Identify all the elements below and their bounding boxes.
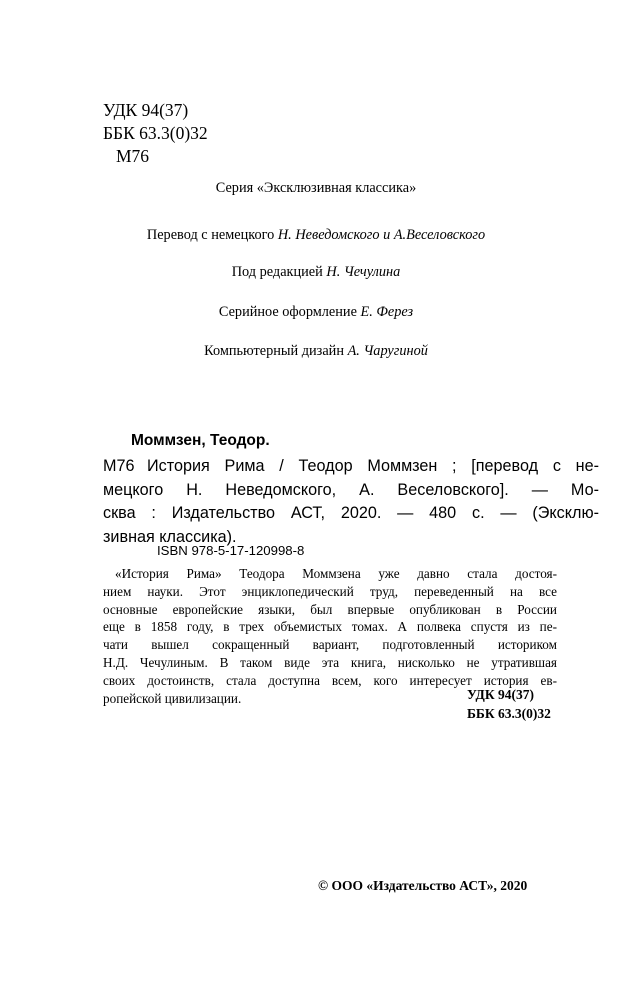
bbk-code-bottom: ББК 63.3(0)32 bbox=[467, 706, 551, 721]
design-line bbox=[0, 304, 632, 321]
annotation-line-3: основные европейские языки, был впервые опубликован в России bbox=[103, 601, 557, 617]
translation-label: Перевод с немецкого bbox=[146, 227, 275, 243]
udk-code: УДК 94(37) bbox=[103, 100, 189, 120]
bibliographic-mark: М76 bbox=[103, 457, 135, 475]
annotation-line-4: еще в 1858 году, в трех объемистых томах. А полвека спустя из пе- bbox=[103, 619, 557, 635]
series-line bbox=[0, 180, 632, 197]
designer-name: Е. Ферез bbox=[360, 304, 414, 320]
annotation-line-8: ропейской цивилизации. bbox=[103, 690, 242, 706]
annotation-line-7: своих достоинств, стала доступна всем, кого интересует история ев- bbox=[103, 672, 557, 688]
biblio-line-2: мецкого Н. Неведомского, А. Веселовского]. — Мо- bbox=[103, 480, 599, 499]
annotation-line-5: чати вышел сокращенный вариант, подготовленный историком bbox=[103, 637, 557, 653]
layout-designer-name: А. Чаругиной bbox=[347, 343, 428, 359]
annotation-line-1: «История Рима» Теодора Моммзена уже давно стала достоя- bbox=[115, 566, 557, 581]
author-mark: М76 bbox=[116, 146, 150, 166]
layout-line bbox=[0, 343, 632, 360]
copyright-notice: © ООО «Издательство АСТ», 2020 bbox=[318, 878, 528, 893]
annotation-line-2: нием науки. Этот энциклопедический труд, переведенный на все bbox=[103, 583, 557, 599]
series-name: «Эксклюзивная классика» bbox=[256, 180, 417, 196]
editor-name: Н. Чечулина bbox=[326, 264, 401, 280]
editor-label: Под редакцией bbox=[231, 264, 323, 280]
series-label: Серия bbox=[215, 180, 254, 196]
annotation-line-6: Н.Д. Чечулиным. В таком виде эта книга, нисколько не утратившая bbox=[103, 654, 557, 670]
isbn: ISBN 978-5-17-120998-8 bbox=[157, 543, 305, 558]
biblio-line-1: История Рима / Теодор Моммзен ; [перевод с не- bbox=[147, 457, 599, 475]
layout-label: Компьютерный дизайн bbox=[204, 343, 344, 359]
author-heading: Моммзен, Теодор. bbox=[131, 432, 270, 449]
design-label: Серийное оформление bbox=[218, 304, 357, 320]
biblio-line-4: зивная классика). bbox=[103, 527, 237, 546]
bbk-code: ББК 63.3(0)32 bbox=[103, 123, 208, 143]
editor-line bbox=[0, 264, 632, 281]
biblio-line-3: сква : Издательство АСТ, 2020. — 480 с. — (Эксклю- bbox=[103, 504, 599, 522]
udk-code-bottom: УДК 94(37) bbox=[467, 687, 534, 702]
translation-line bbox=[0, 227, 632, 244]
translators: Н. Неведомского и А.Веселовского bbox=[277, 227, 486, 243]
